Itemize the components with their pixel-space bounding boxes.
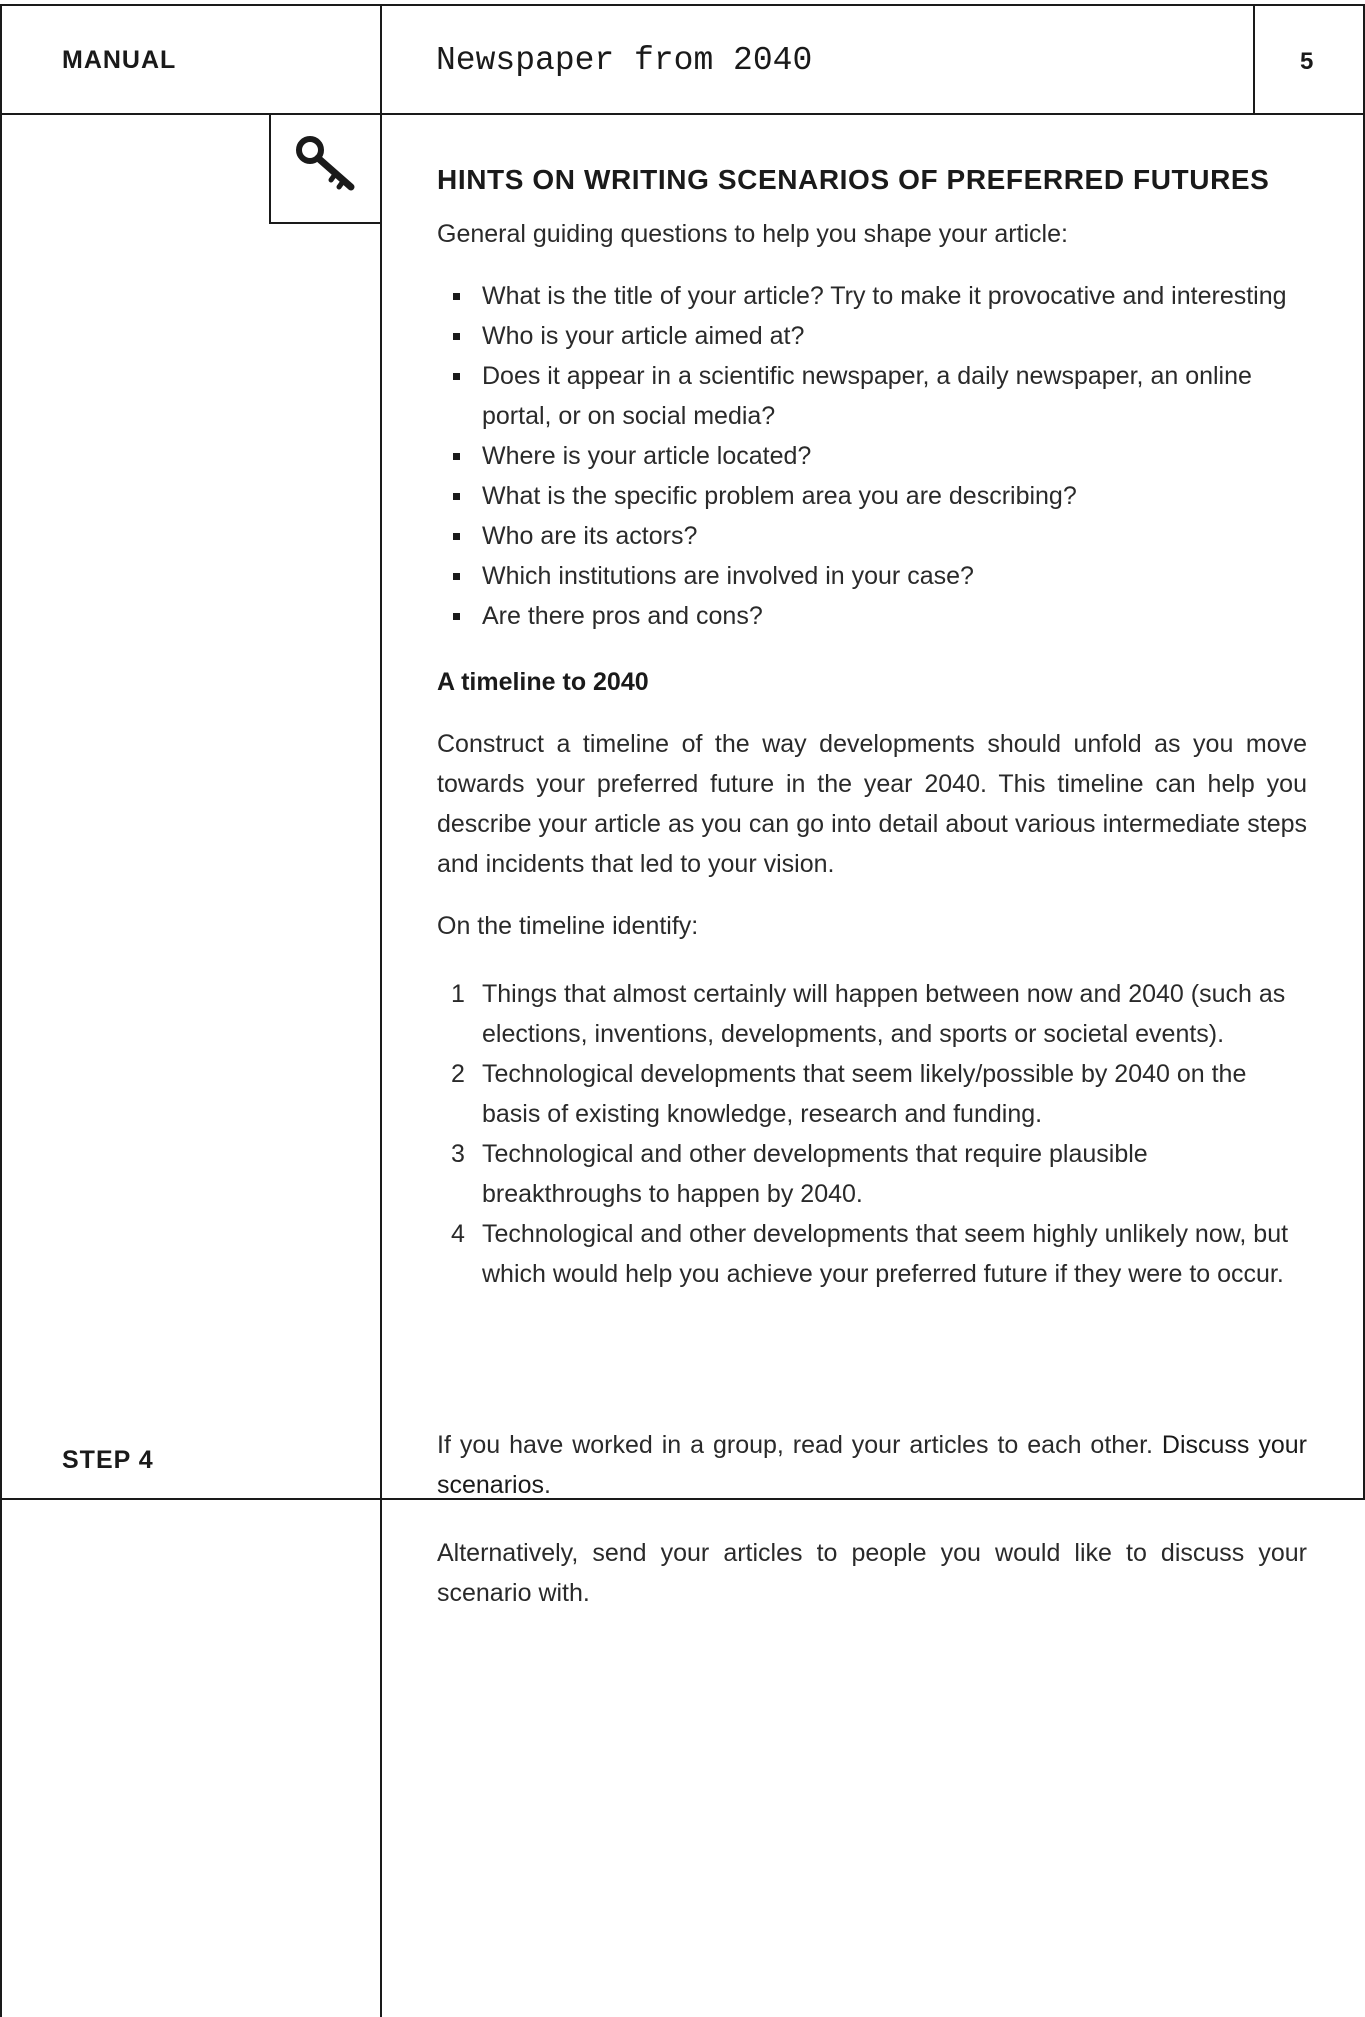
step-paragraph-text: If you have worked in a group, read your articles to each other. (437, 1431, 1153, 1459)
list-item: Who are its actors? (437, 516, 1307, 556)
list-item-number: 1 (451, 980, 465, 1008)
document-title: Newspaper from 2040 (436, 42, 813, 79)
key-icon (295, 135, 359, 197)
list-item (437, 1214, 1307, 1294)
list-item-number: 3 (451, 1140, 465, 1168)
list-item-text: Technological and other developments that seem highly unlikely now, but which would help you achieve your preferred future if they were to occur. (482, 1220, 1289, 1288)
timeline-intro: On the timeline identify: (437, 912, 699, 940)
list-item: Are there pros and cons? (437, 596, 1307, 636)
top-border (0, 4, 1365, 6)
list-item-text: Technological developments that seem likely/possible by 2040 on the basis of existing knowledge, research and funding. (482, 1060, 1247, 1128)
hints-intro: General guiding questions to help you shape your article: (437, 220, 1068, 248)
list-item: Who is your article aimed at? (437, 316, 1307, 356)
list-item (437, 974, 1307, 1054)
timeline-paragraph: Construct a timeline of the way developments should unfold as you move towards your preferred future in the year 2040. This timeline can help you describe your article as you can go into detail about various intermediate steps and incidents that led to your vision. (437, 730, 1307, 878)
hints-heading: HINTS ON WRITING SCENARIOS OF PREFERRED FUTURES (437, 164, 1270, 195)
step-emphasis: Discuss your scenarios (437, 1431, 1307, 1499)
step-paragraph-end: . (544, 1471, 551, 1499)
list-item-number: 2 (451, 1060, 465, 1088)
left-border (0, 4, 2, 2017)
list-item: Where is your article located? (437, 436, 1307, 476)
timeline-heading: A timeline to 2040 (437, 668, 649, 696)
section-label: MANUAL (62, 46, 177, 74)
page-number-divider (1253, 4, 1255, 115)
list-item-text: Technological and other developments that require plausible breakthroughs to happen by 2040. (482, 1140, 1148, 1208)
list-item: What is the specific problem area you are describing? (437, 476, 1307, 516)
list-item-number: 4 (451, 1220, 465, 1248)
column-divider (380, 4, 382, 2017)
guiding-questions-list (437, 276, 1307, 636)
hints-section (437, 160, 1307, 1294)
timeline-list (437, 974, 1307, 1294)
list-item (437, 1054, 1307, 1134)
list-item-text: Things that almost certainly will happen between now and 2040 (such as elections, inventions, developments, and sports or societal events). (482, 980, 1286, 1048)
step-paragraph (437, 1425, 1307, 1505)
page-number: 5 (1300, 48, 1314, 75)
list-item: Which institutions are involved in your case? (437, 556, 1307, 596)
list-item: What is the title of your article? Try to make it provocative and interesting (437, 276, 1307, 316)
key-icon-box (269, 113, 381, 224)
step-paragraph: Alternatively, send your articles to people you would like to discuss your scenario with. (437, 1539, 1307, 1607)
step-label: STEP 4 (62, 1446, 154, 1474)
list-item (437, 1134, 1307, 1214)
step-section (437, 1425, 1307, 1641)
list-item: Does it appear in a scientific newspaper, a daily newspaper, an online portal, or on social media? (437, 356, 1307, 436)
header-divider (0, 113, 1365, 115)
